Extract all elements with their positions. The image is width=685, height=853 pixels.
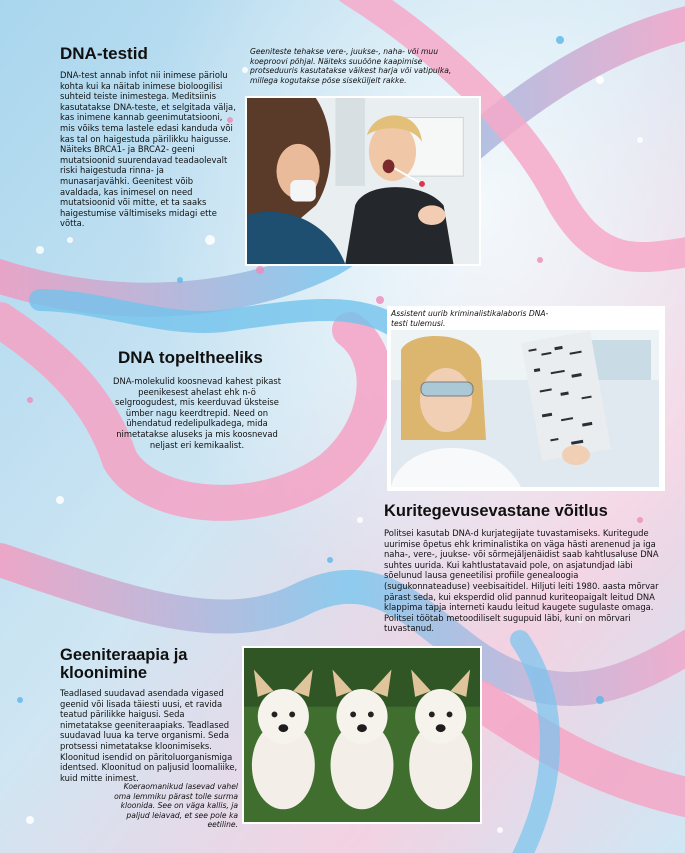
forensics-caption: Assistent uurib kriminalistikalaboris DNA-testi tulemusi. <box>391 309 549 328</box>
gene-therapy-caption: Koeraomanikud lasevad vahel oma lemmiku pärast tolle surma kloonida. See on väga kallis, ja paljud leiavad, et see pole ka eetiline. <box>114 782 238 830</box>
forensic-lab-photo <box>391 330 659 487</box>
double-helix-heading: DNA topeltheeliks <box>118 348 263 367</box>
forensics-heading: Kuritegevusevastane võitlus <box>384 502 608 520</box>
cloned-dogs-photo <box>242 646 482 824</box>
forensics-body: Politsei kasutab DNA-d kurjategijate tuvastamiseks. Kuritegude uurimise õpetus ehk kriminalistika on väga hästi arenenud ja iga naha-, vere-, juukse- või sõrmejäljenäidist saab kahtlusaluse DNA suhtes uurida. Kui kahtlustatavaid pole, on asjatundjad läbi sõelunud lausa geneetilisi profiile genealoogia (sugukonnateaduse) veebisaitidel. Hiljuti leiti 1980. aasta mõrvar pärast seda, kui eksperdid olid pannud kuriteopaigalt leitud DNA klappima tapja interneti kaudu leitud kaugete sugulaste omaga. Politsei töötab metoodiliselt sugupuid läbi, kuni on mõrvari tuvastanud. <box>384 528 659 634</box>
double-helix-body: DNA-molekulid koosnevad kahest pikast peenikesest ahelast ehk n-ö selgroogudest, mis keerduvad üksteise ümber nagu keerdtrepid. Need on ühendatud redelipulkadega, mida nimetatakse aluseks ja mis koosnevad neljast eri kemikaalist. <box>113 376 281 450</box>
cheek-swab-photo <box>245 96 481 266</box>
gene-therapy-body: Teadlased suudavad asendada vigased geenid või lisada täiesti uusi, et ravida teatud pärilikke haigusi. Seda nimetatakse geeniteraapiaks. Teadlased suudavad luua ka terve organismi. Seda protsessi nimetatakse kloonimiseks. Kloonitud isendid on päritoluorganismiga identsed. Kloonitud on paljusid loomaliike, kuid mitte inimest. <box>60 688 238 783</box>
dna-test-caption: Geeniteste tehakse vere-, juukse-, naha- või muu koeproovi põhjal. Näiteks suuõõne kaapimise protseduuris kasutatakse väikest harja või vatipulka, millega kogutakse põse siseküljelt rakke. <box>250 47 452 85</box>
gene-therapy-heading: Geeniteraapia ja kloonimine <box>60 646 188 682</box>
dna-test-body: DNA-test annab infot nii inimese päriolu kohta kui ka näitab inimese bioloogilisi suhteid teiste inimestega. Meditsiinis kasutatakse DNA-teste, et selgitada välja, kas inimene kannab geenimutatsiooni, mis võiks tema lastele edasi kanduda või kas tal on haigestuda pärilikku haigusse. Näiteks BRCA1- ja BRCA2- geeni mutatsioonid suurendavad teadaolevalt riski haigestuda rinna- ja munasarjavähki. Geenitest võib avaldada, kas inimesel on need mutatsioonid või mitte, et ta saaks haigestumise vältimiseks midagi ette võtta. <box>60 70 236 229</box>
dna-test-heading: DNA-testid <box>60 44 148 63</box>
